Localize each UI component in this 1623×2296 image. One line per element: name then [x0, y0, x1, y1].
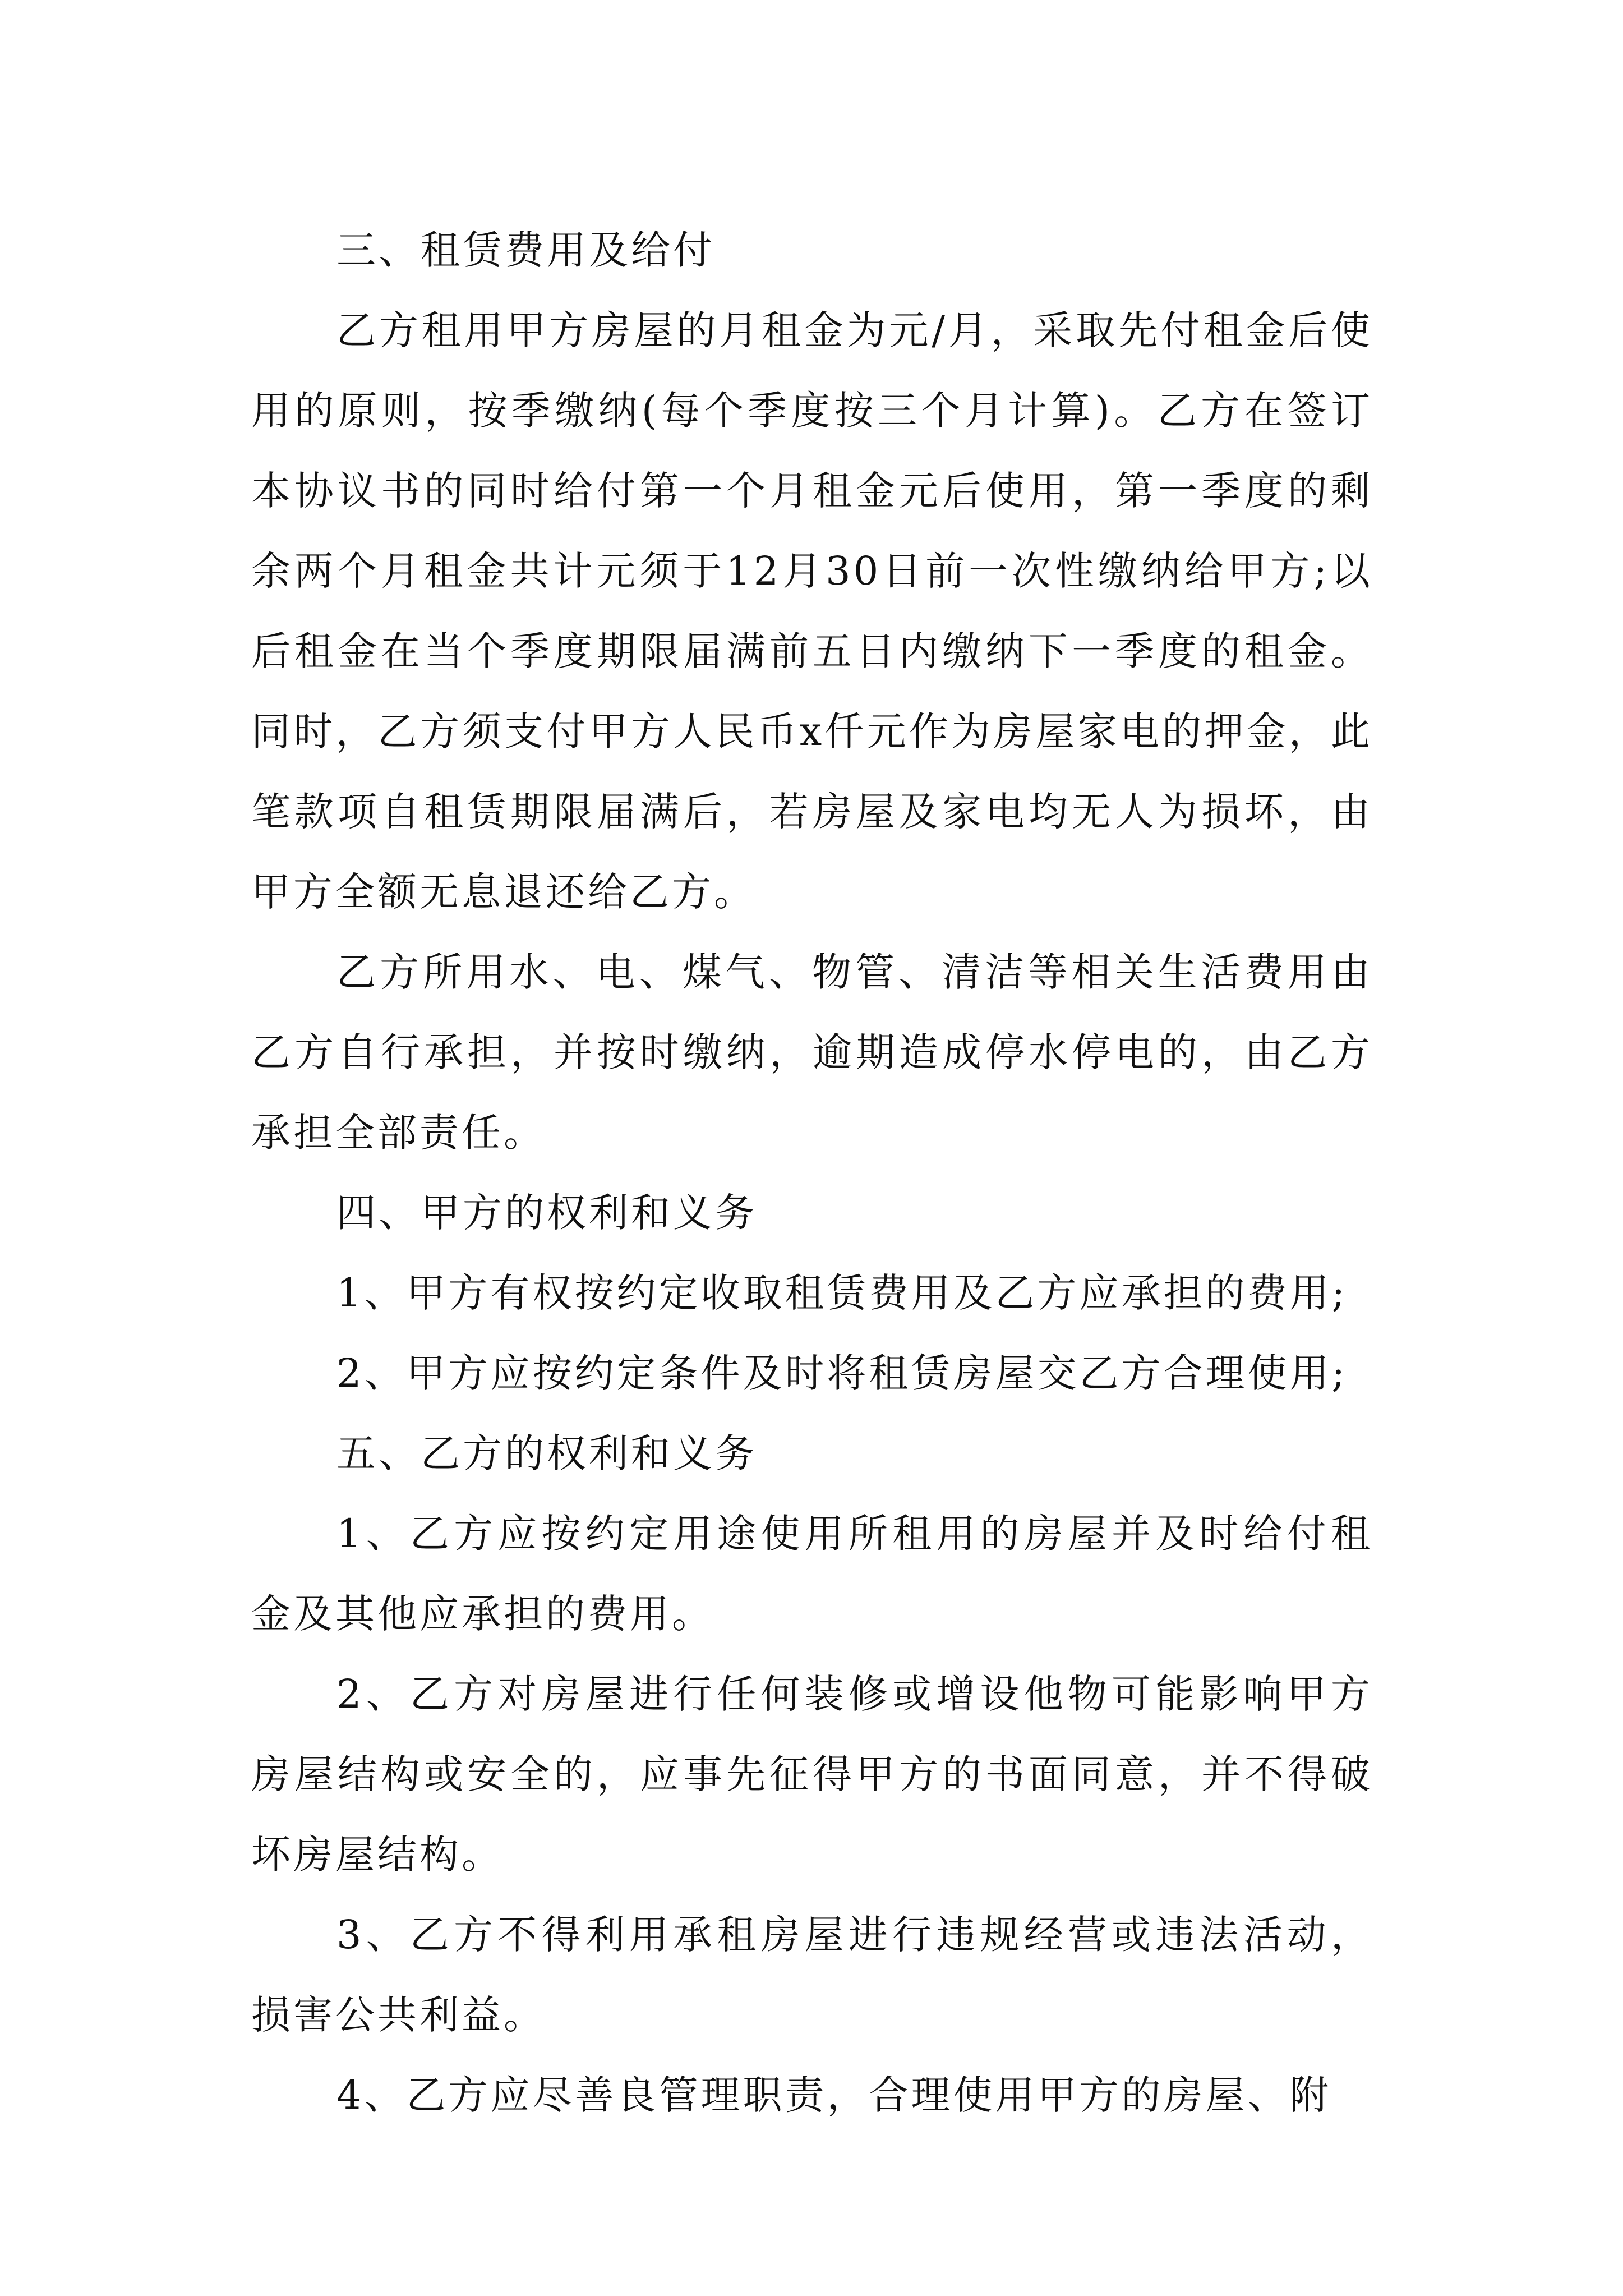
clause-party-b-3: 3、乙方不得利用承租房屋进行违规经营或违法活动，损害公共利益。 — [251, 1912, 1373, 2038]
paragraph-rent-terms: 乙方租用甲方房屋的月租金为元/月，采取先付租金后使用的原则，按季缴纳(每个季度按三个月计算)。乙方在签订本协议书的同时给付第一个月租金元后使用，第一季度的剩余两个月租金共计元须于12月30日前一次性缴纳给甲方;以后租金在当个季度期限届满前五日内缴纳下一季度的租金。同时，乙方须支付甲方人民币x仟元作为房屋家电的押金，此笔款项自租赁期限届满后，若房屋及家电均无人为损坏，由甲方全额无息退还给乙方。 — [251, 307, 1373, 915]
section-heading-rent-payment: 三、租赁费用及给付 — [336, 227, 715, 273]
section-heading-party-b-rights: 五、乙方的权利和义务 — [336, 1430, 757, 1476]
clause-party-b-1: 1、乙方应按约定用途使用所租用的房屋并及时给付租金及其他应承担的费用。 — [251, 1511, 1373, 1637]
document-body — [251, 210, 1373, 2136]
section-heading-party-a-rights: 四、甲方的权利和义务 — [336, 1190, 757, 1236]
clause-party-b-4: 4、乙方应尽善良管理职责，合理使用甲方的房屋、附 — [336, 2072, 1332, 2118]
clause-party-b-2: 2、乙方对房屋进行任何装修或增设他物可能影响甲方房屋结构或安全的，应事先征得甲方的书面同意，并不得破坏房屋结构。 — [251, 1671, 1373, 1878]
clause-party-a-1: 1、甲方有权按约定收取租赁费用及乙方应承担的费用; — [336, 1270, 1348, 1316]
clause-party-a-2: 2、甲方应按约定条件及时将租赁房屋交乙方合理使用; — [336, 1350, 1348, 1396]
paragraph-utility-costs: 乙方所用水、电、煤气、物管、清洁等相关生活费用由乙方自行承担，并按时缴纳，逾期造成停水停电的，由乙方承担全部责任。 — [251, 949, 1373, 1156]
